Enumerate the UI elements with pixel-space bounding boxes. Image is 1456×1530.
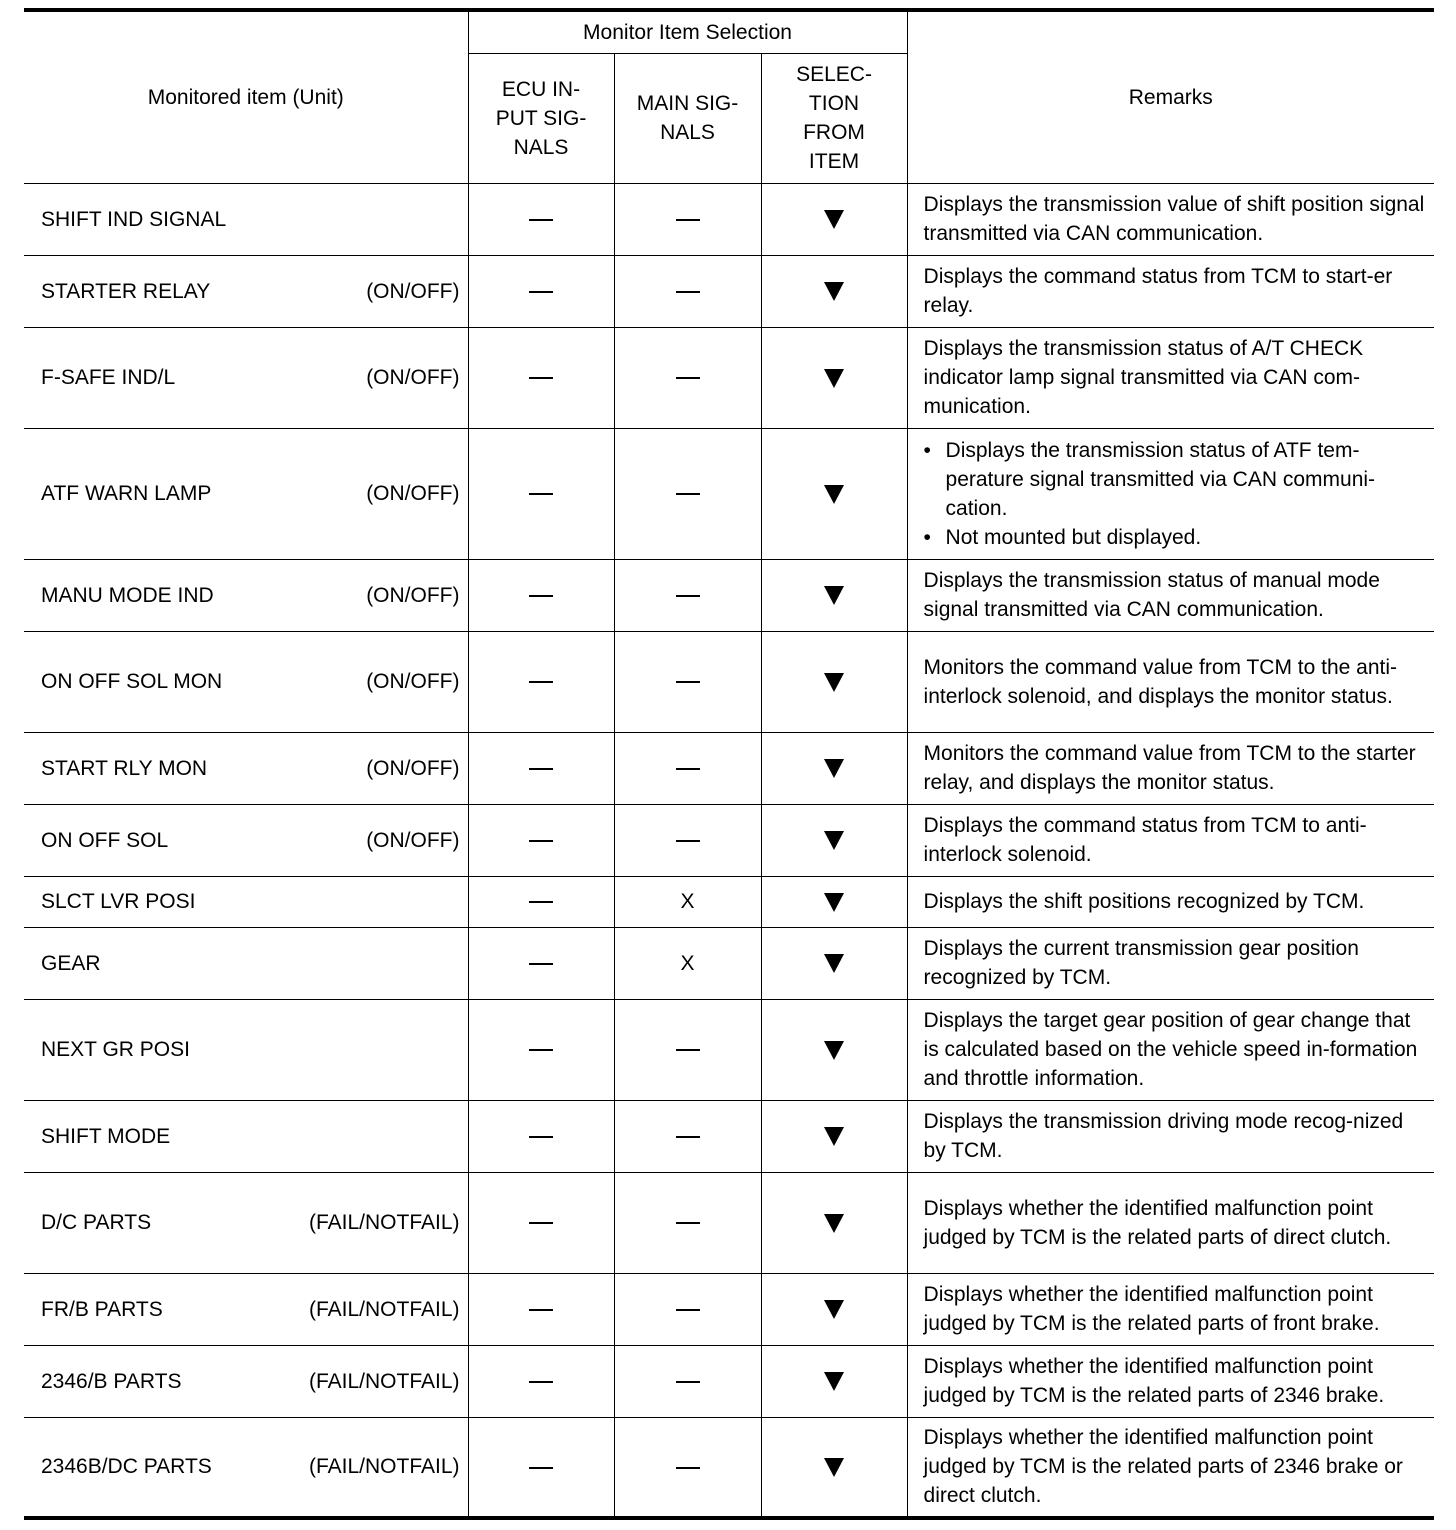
ecu-input-signal-mark — [468, 1345, 614, 1417]
table-row — [24, 804, 1434, 876]
table-row — [24, 1417, 1434, 1518]
remarks-cell — [907, 876, 1434, 927]
item-unit: (FAIL/NOTFAIL) — [308, 1369, 460, 1393]
dash-mark — [529, 1467, 553, 1469]
main-signal-mark — [614, 876, 761, 927]
dash-mark — [676, 1222, 700, 1224]
main-signal-mark — [614, 327, 761, 428]
item-name: ATF WARN LAMP — [41, 482, 212, 505]
ecu-input-signal-mark — [468, 559, 614, 631]
item-name: SHIFT MODE — [41, 1124, 171, 1148]
ecu-input-signal-mark — [468, 732, 614, 804]
dash-mark — [529, 768, 553, 770]
main-signal-mark — [614, 927, 761, 999]
item-name: ON OFF SOL MON — [41, 670, 223, 693]
item-name: F-SAFE IND/L — [41, 366, 176, 389]
ecu-input-signal-mark — [468, 631, 614, 732]
header-ecu-input-signals: ECU IN- PUT SIG- NALS — [468, 53, 614, 183]
triangle-down-icon — [824, 210, 844, 229]
dash-mark — [529, 219, 553, 221]
dash-mark — [676, 1467, 700, 1469]
dash-mark — [529, 1136, 553, 1138]
table-row — [24, 1345, 1434, 1417]
dash-mark — [529, 595, 553, 597]
selection-from-item-mark — [761, 876, 907, 927]
remarks-text: Displays the transmission status of A/T CHECK indicator lamp signal transmitted via CAN com-munication. — [923, 337, 1364, 418]
remarks-text: Displays the transmission driving mode recog-nized by TCM. — [923, 1110, 1404, 1162]
triangle-down-icon — [824, 282, 844, 301]
monitored-item-cell — [24, 631, 468, 732]
monitor-item-table-container — [24, 8, 1434, 1520]
item-name: ON OFF SOL — [41, 828, 169, 852]
selection-from-item-mark — [761, 999, 907, 1100]
table-row — [24, 1273, 1434, 1345]
triangle-down-icon — [824, 1127, 844, 1146]
table-row — [24, 327, 1434, 428]
remarks-text: Displays whether the identified malfunction point judged by TCM is the related parts of 2346 brake or direct clutch. — [923, 1426, 1403, 1508]
main-signal-mark — [614, 255, 761, 327]
header-remarks: Remarks — [907, 10, 1434, 183]
triangle-down-icon — [824, 1372, 844, 1391]
remarks-text: Displays the transmission status of manual mode signal transmitted via CAN communication. — [923, 569, 1380, 621]
main-signal-mark — [614, 804, 761, 876]
remarks-cell — [907, 1417, 1434, 1518]
item-name: SHIFT IND SIGNAL — [41, 207, 227, 231]
monitored-item-cell — [24, 1100, 468, 1172]
ecu-input-signal-mark — [468, 1172, 614, 1273]
main-signal-mark — [614, 1100, 761, 1172]
item-unit: (ON/OFF) — [366, 828, 460, 852]
remarks-text: Displays the command status from TCM to start-er relay. — [923, 265, 1393, 317]
main-signal-mark — [614, 1172, 761, 1273]
remarks-cell — [907, 1100, 1434, 1172]
table-row — [24, 876, 1434, 927]
dash-mark — [676, 291, 700, 293]
main-signal-mark — [614, 999, 761, 1100]
main-signal-mark — [614, 559, 761, 631]
monitored-item-cell — [24, 255, 468, 327]
ecu-input-signal-mark — [468, 1273, 614, 1345]
remarks-cell — [907, 1273, 1434, 1345]
monitored-item-cell — [24, 732, 468, 804]
selection-from-item-mark — [761, 1417, 907, 1518]
monitored-item-cell — [24, 1345, 468, 1417]
dash-mark — [676, 840, 700, 842]
selection-from-item-mark — [761, 1172, 907, 1273]
table-body — [24, 183, 1434, 1518]
dash-mark — [676, 219, 700, 221]
dash-mark — [529, 901, 553, 903]
item-unit: (ON/OFF) — [366, 670, 460, 693]
monitor-item-table — [24, 8, 1434, 1520]
monitored-item-cell — [24, 1417, 468, 1518]
remarks-cell — [907, 428, 1434, 559]
monitored-item-cell — [24, 183, 468, 255]
remarks-text: Displays the transmission value of shift position signal transmitted via CAN communication. — [923, 193, 1425, 245]
triangle-down-icon — [824, 831, 844, 850]
monitored-item-cell — [24, 1172, 468, 1273]
remarks-bullet-list — [924, 436, 1427, 552]
ecu-input-signal-mark — [468, 876, 614, 927]
item-unit: (ON/OFF) — [366, 756, 460, 780]
item-name: GEAR — [41, 951, 101, 975]
selection-from-item-mark — [761, 804, 907, 876]
dash-mark — [676, 493, 700, 495]
remarks-text: Monitors the command value from TCM to the starter relay, and displays the monitor status. — [923, 742, 1416, 794]
item-unit: (ON/OFF) — [366, 279, 460, 303]
triangle-down-icon — [824, 1041, 844, 1060]
selection-from-item-mark — [761, 1273, 907, 1345]
remarks-cell — [907, 327, 1434, 428]
main-signal-mark — [614, 732, 761, 804]
remarks-cell — [907, 255, 1434, 327]
selection-from-item-mark — [761, 927, 907, 999]
dash-mark — [676, 1309, 700, 1311]
dash-mark — [676, 1381, 700, 1383]
table-row — [24, 428, 1434, 559]
item-name: SLCT LVR POSI — [41, 890, 196, 913]
dash-mark — [529, 1309, 553, 1311]
dash-mark — [676, 768, 700, 770]
triangle-down-icon — [824, 1458, 844, 1477]
selection-from-item-mark — [761, 559, 907, 631]
dash-mark — [529, 1381, 553, 1383]
remarks-cell — [907, 927, 1434, 999]
ecu-input-signal-mark — [468, 183, 614, 255]
monitored-item-cell — [24, 999, 468, 1100]
triangle-down-icon — [824, 485, 844, 504]
main-signal-mark — [614, 183, 761, 255]
remarks-text: Displays whether the identified malfunction point judged by TCM is the related parts of direct clutch. — [923, 1196, 1392, 1249]
item-name: MANU MODE IND — [41, 583, 214, 607]
selection-from-item-mark — [761, 327, 907, 428]
table-row — [24, 999, 1434, 1100]
ecu-input-signal-mark — [468, 327, 614, 428]
item-name: NEXT GR POSI — [41, 1038, 190, 1061]
ecu-input-signal-mark — [468, 927, 614, 999]
triangle-down-icon — [824, 1214, 844, 1233]
monitored-item-cell — [24, 559, 468, 631]
dash-mark — [676, 681, 700, 683]
item-unit: (ON/OFF) — [366, 366, 460, 389]
selection-from-item-mark — [761, 428, 907, 559]
item-name: 2346B/DC PARTS — [41, 1455, 212, 1479]
remarks-cell — [907, 1172, 1434, 1273]
dash-mark — [676, 1136, 700, 1138]
triangle-down-icon — [824, 893, 844, 912]
ecu-input-signal-mark — [468, 804, 614, 876]
monitored-item-cell — [24, 428, 468, 559]
table-row — [24, 732, 1434, 804]
item-name: 2346/B PARTS — [41, 1369, 182, 1393]
triangle-down-icon — [824, 1300, 844, 1319]
dash-mark — [529, 377, 553, 379]
remarks-cell — [907, 631, 1434, 732]
item-name: D/C PARTS — [41, 1211, 152, 1234]
triangle-down-icon — [824, 673, 844, 692]
dash-mark — [529, 963, 553, 965]
item-unit: (FAIL/NOTFAIL) — [308, 1455, 460, 1479]
main-signal-mark — [614, 1345, 761, 1417]
ecu-input-signal-mark — [468, 428, 614, 559]
dash-mark — [529, 493, 553, 495]
remarks-bullet-item: • Displays the transmission status of ATF tem-perature signal transmitted via CAN communi-cation. — [924, 436, 1427, 523]
table-row — [24, 255, 1434, 327]
dash-mark — [676, 595, 700, 597]
remarks-cell — [907, 183, 1434, 255]
remarks-text: Displays the current transmission gear position recognized by TCM. — [923, 937, 1359, 989]
triangle-down-icon — [824, 759, 844, 778]
dash-mark — [529, 291, 553, 293]
dash-mark — [676, 377, 700, 379]
header-monitored-item: Monitored item (Unit) — [24, 10, 468, 183]
item-name: START RLY MON — [41, 756, 208, 780]
dash-mark — [529, 681, 553, 683]
selection-from-item-mark — [761, 1345, 907, 1417]
main-signal-mark — [614, 1273, 761, 1345]
dash-mark — [676, 1049, 700, 1051]
remarks-text: Monitors the command value from TCM to the anti-interlock solenoid, and displays the monitor status. — [923, 655, 1397, 708]
monitored-item-cell — [24, 927, 468, 999]
triangle-down-icon — [824, 369, 844, 388]
header-selection-from-item: SELEC- TION FROM ITEM — [761, 53, 907, 183]
ecu-input-signal-mark — [468, 255, 614, 327]
remarks-cell — [907, 732, 1434, 804]
selection-from-item-mark — [761, 1100, 907, 1172]
item-unit: (FAIL/NOTFAIL) — [308, 1297, 460, 1321]
dash-mark — [529, 1049, 553, 1051]
remarks-text: Displays the command status from TCM to anti-interlock solenoid. — [923, 814, 1367, 866]
remarks-cell — [907, 804, 1434, 876]
remarks-text: Displays the shift positions recognized by TCM. — [923, 890, 1365, 913]
remarks-bullet-item: • Not mounted but displayed. — [924, 523, 1427, 552]
item-name: STARTER RELAY — [41, 279, 211, 303]
dash-mark — [529, 1222, 553, 1224]
header-monitor-item-selection: Monitor Item Selection — [468, 10, 907, 53]
item-name: FR/B PARTS — [41, 1297, 163, 1321]
remarks-text: Displays whether the identified malfunction point judged by TCM is the related parts of front brake. — [923, 1283, 1380, 1335]
remarks-cell — [907, 1345, 1434, 1417]
table-row — [24, 183, 1434, 255]
main-signal-mark — [614, 428, 761, 559]
remarks-cell — [907, 559, 1434, 631]
selection-from-item-mark — [761, 255, 907, 327]
header-main-signals: MAIN SIG- NALS — [614, 53, 761, 183]
ecu-input-signal-mark — [468, 999, 614, 1100]
monitored-item-cell — [24, 327, 468, 428]
x-mark: X — [680, 951, 695, 975]
monitored-item-cell — [24, 876, 468, 927]
monitored-item-cell — [24, 804, 468, 876]
monitored-item-cell — [24, 1273, 468, 1345]
item-unit: (ON/OFF) — [366, 583, 460, 607]
ecu-input-signal-mark — [468, 1100, 614, 1172]
table-row — [24, 927, 1434, 999]
remarks-text: Displays the target gear position of gear change that is calculated based on the vehicle speed in-formation and throttle information. — [923, 1009, 1418, 1090]
selection-from-item-mark — [761, 732, 907, 804]
table-row — [24, 631, 1434, 732]
table-row — [24, 1172, 1434, 1273]
table-row — [24, 1100, 1434, 1172]
main-signal-mark — [614, 1417, 761, 1518]
remarks-text: Displays whether the identified malfunction point judged by TCM is the related parts of 2346 brake. — [923, 1355, 1385, 1407]
x-mark: X — [680, 890, 695, 913]
main-signal-mark — [614, 631, 761, 732]
selection-from-item-mark — [761, 631, 907, 732]
remarks-cell — [907, 999, 1434, 1100]
dash-mark — [529, 840, 553, 842]
triangle-down-icon — [824, 586, 844, 605]
selection-from-item-mark — [761, 183, 907, 255]
ecu-input-signal-mark — [468, 1417, 614, 1518]
table-row — [24, 559, 1434, 631]
triangle-down-icon — [824, 954, 844, 973]
item-unit: (FAIL/NOTFAIL) — [308, 1211, 460, 1234]
item-unit: (ON/OFF) — [366, 482, 460, 505]
